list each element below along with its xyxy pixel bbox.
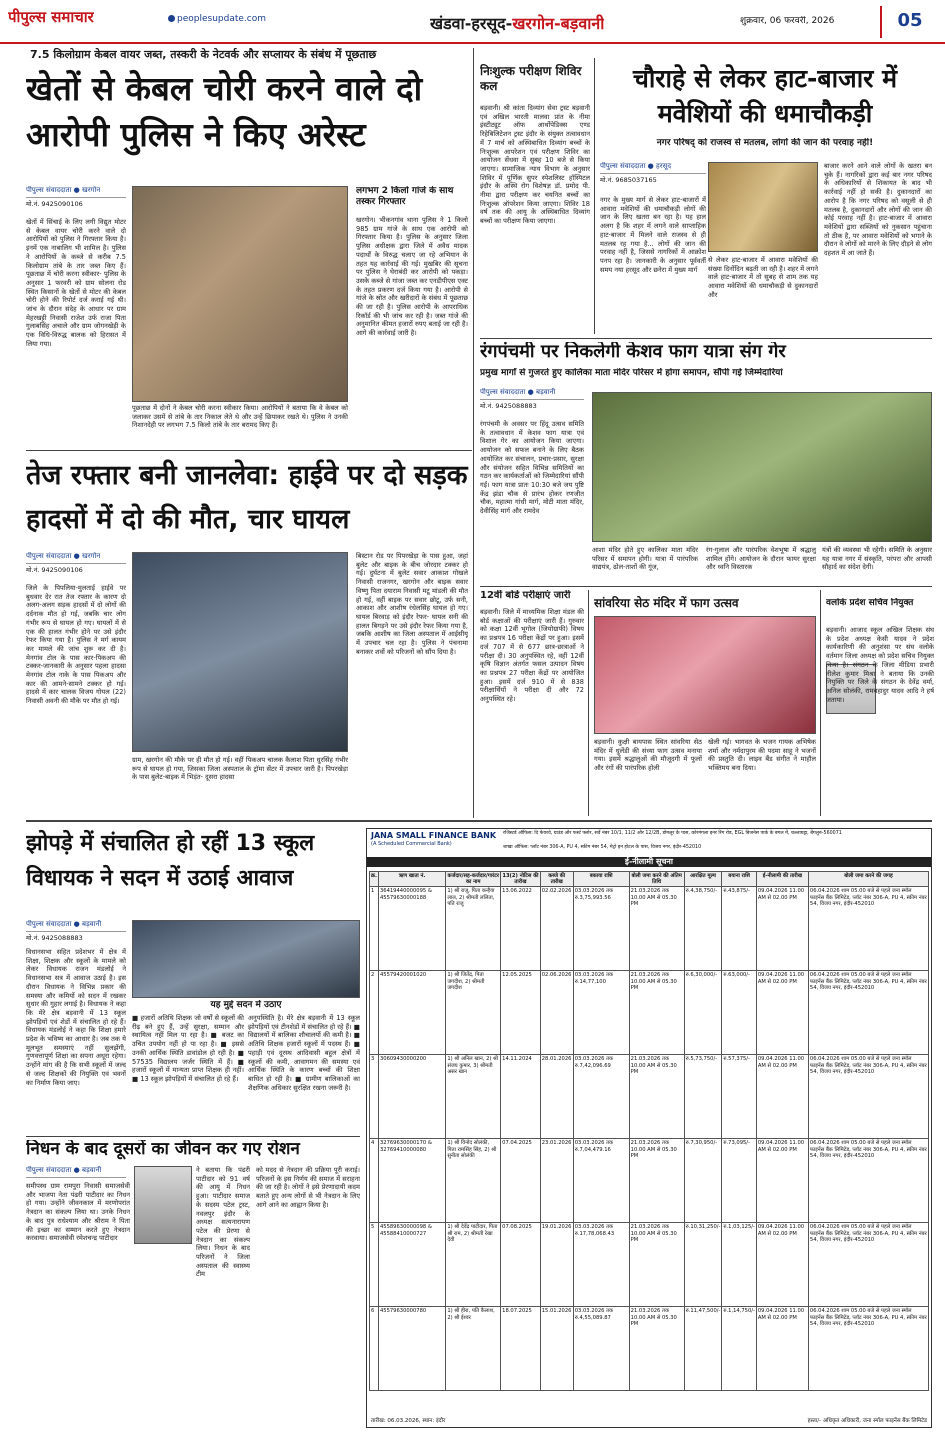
story10-byline-box <box>26 1166 126 1178</box>
story2-col2: बिस्टान रोड पर पिपरखेड़ा के पास हुआ, जहां बुलेट और बाइक के बीच जोरदार टक्कर हो गई। दुर्घटना में बुलेट सवार आकाश गोखले निवासी राजनगर, खरगोन और बाइक सवार विष्णु पिता दयाराम निवासी मटू मांडली की मौत हो गई, वहीं बाइक पर सवार छोटू, उर्फ सनी, आकाश और आशीष रंधेलसिंह घायल हो गए। घायल बिरवाड़ को इंदौर रेफर- घायल सनी की हालत बिगड़ने पर उसे इंदौर रेफर किया गया है, जबकि आशीष का जिला अस्पताल में आईसीयू में उपचार चल रहा है। पुलिस ने पंचनामा बनाकर शवों को परिजनों को सौंप दिया है। <box>356 552 468 656</box>
story5-headline: रंगपंचमी पर निकलेगी केशव फाग यात्रा संग गेर <box>480 342 786 362</box>
issue-date: शुक्रवार, 06 फरवरी, 2026 <box>740 16 835 26</box>
table-cell: 1) श्री हीरा, पति कैलाश, 2) श्री ईश्वर <box>446 1307 501 1391</box>
table-cell: 45579630000780 <box>378 1307 445 1391</box>
story8-headline: वलोके प्रदेश सचिव नियुक्त <box>826 598 914 608</box>
table-cell: 36419440000095 & 45579630000188 <box>378 887 445 971</box>
story5-mobile: मो.नं. 9425088883 <box>480 401 537 410</box>
table-cell: 09.04.2026 11.00 AM से 02.00 PM <box>756 971 808 1055</box>
story4-col2: से लेकर हाट-बाजार में आवारा मवेशियों की संख्या दिनोंदिन बढ़ती जा रही है। शहर में लगने वाले हाट-बाजार में तो सुबह से शाम तक यह आवारा मवेशियों की धमाचौकड़ी से दुकानदारों और <box>708 256 818 299</box>
table-cell: 15.01.2026 <box>540 1307 573 1391</box>
table-cell: 1) श्री अनिल खान, 2) श्री संजय कुमार, 3) श्रीमती असर खान <box>446 1055 501 1139</box>
masthead <box>0 0 945 44</box>
story3-body: बड़वानी। श्री कांता दिव्यांग सेवा ट्रस्ट बड़वानी एवं अखिल भारती मालवा प्रांत के नीमा इंस्टीट्यूट ऑफ आर्थोपेडिक्स एण्ड रिहेबिलिटेशन ट्रस्ट इंदौर के संयुक्त तत्वावधान में 7 मार्च को अस्थिबाधित दिव्यांग बच्चों के निःशुल्क आपरेशन एवं परीक्षण शिविर का आयोजन सेंधवा में सुबह 10 बजे से किया जाएगा। सामाजिक न्याय विभाग के अनुसार शिविर में पूर्णिक सुपर स्पेशलिस्ट हॉस्पिटल इंदौर के अस्थि रोग विशेषज्ञ डॉ. प्रमोद पी. नीमा द्वारा परीक्षण कर चयनित बच्चों का निःशुल्क ऑपरेशन किया जाएगा। शिविर 18 वर्ष तक की आयु के अस्थिबाधित दिव्यांग बच्चों का परीक्षण किया जाएगा। <box>480 104 590 226</box>
table-column-header: क्र. <box>370 872 379 887</box>
table-cell: 21.03.2026 तक 10.00 AM से 05.30 PM <box>629 1055 684 1139</box>
table-cell: 21.03.2026 तक 10.00 AM से 05.30 PM <box>629 1223 684 1307</box>
story5-caption1: आशा मंदिर होते हुए कालिका माता मंदिर परिसर में समापन होगी। यात्रा में पारंपरिक वाद्ययंत्र, ढोल-ताशों की गूंज, <box>592 546 698 572</box>
table-cell: रु.11,47,500/- <box>684 1307 722 1391</box>
table-column-header: ऋण खाता नं. <box>378 872 445 887</box>
table-cell: रु.10,31,250/- <box>684 1223 722 1307</box>
story5-caption3: यंत्रों की व्यवस्था भी रहेगी। समिति के अनुसार यह यात्रा नगर में संस्कृति, परंपरा और आपसी सौहार्द का संदेश देगी। <box>822 546 932 572</box>
bank-address: रजिस्टर्ड ऑफिस: दि फेयरवे, ग्राउंड और फर्स्ट फ्लोर, सर्वे नंबर 10/1, 11/2 और 12/2B, डोमलूर के पास, कोरमंगला इनर रिंग रोड, EGL बिजनेस पार्क के बगल में, चल्लाघट्टा, बेंगलुरु-560071 <box>503 831 842 836</box>
story7-headline: सांवरिया सेठ मंदिर में फाग उत्सव <box>594 596 739 610</box>
story5-byline: पीपुल्स संवाददाता ● बड़वानी <box>480 388 584 400</box>
story2-body: जिले के पिपलिया-मुलताई हाईवे पर बुधवार देर रात तेज रफ्तार के कारण दो अलग-अलग सड़क हादसों में दो लोगों की दर्दनाक मौत हो गई, जबकि चार लोग गंभीर रूप से घायल हो गए। घायलों में से एक की हालत गंभीर होने पर उसे इंदौर रेफर किया गया है। पुलिस ने मर्ग कायम कर मामले की जांच शुरू कर दी है। मेनगांव टोल के पास कार-पिकअप की टक्कर-जानकारी के अनुसार पहला हादसा मेनगांव टोल नाके के पास पिकअप और कार की आमने-सामने टक्कर हो गई। हादसे में कार चालक विजय गोयल (22) निवासी अवनी की मौके पर मौत हो गई। <box>26 584 126 706</box>
table-column-header: कर्जदार/सह-कर्जदार/गारंटर का नाम <box>447 873 499 886</box>
table-cell: 45579420001020 <box>378 971 445 1055</box>
table-column-header: आरक्षित मूल्य <box>684 872 722 887</box>
page-number: 05 <box>880 6 938 38</box>
table-cell: रु.4,38,750/- <box>684 887 722 971</box>
table-row <box>370 1055 929 1139</box>
story9-body: विधानसभा सहित प्रदेशभर में क्षेत्र में शिक्षा, शिक्षक और स्कूलों के मामले को लेकर विधायक राजन मंडलोई ने विधानसभा सत्र में आवाज उठाई है। इस दौरान विधायक ने विभिन्न प्रकार की समस्या और कमियों को सदन में रखकर सुधार की गुहार लगाई है। विधायक ने कहा कि मेरे क्षेत्र बड़वानी में 13 स्कूल झोपड़ियों एवं शेडों में संचालित हो रहे हैं। विधायक मंडलोई ने कहा कि शिक्षा हमारे प्रदेश के भविष्य का आधार है। जब तक ये मूलभूत समस्याएं नहीं सुलझेंगी, गुणवत्तापूर्ण शिक्षा का सपना अधूरा रहेगा। उन्होंने मांग की है कि सभी स्कूलों में जल्द से जल्द शिक्षकों की नियुक्ति एवं भवनों का निर्माण किया जाए। <box>26 948 126 1087</box>
story7-body: बड़वानी। कुक्षी बायपास स्थित सांवरिया सेठ मंदिर में धुलेंडी की संध्या फाग उत्सव मनाया गया। इसमें श्रद्धालुओं की मौजूदगी में फूलों और रंगों की पारंपरिक होली <box>594 738 702 773</box>
table-cell: 09.04.2026 11.00 AM से 02.00 PM <box>756 1223 808 1307</box>
section-title-b: खरगोन-बड़वानी <box>512 14 605 33</box>
story2-byline: पीपुल्स संवाददाता ● खरगोन <box>26 552 126 564</box>
story10-byline: पीपुल्स संवाददाता ● बड़वानी <box>26 1166 126 1178</box>
table-cell: रु.63,000/- <box>722 971 756 1055</box>
table-cell: 21.03.2026 तक 10.00 AM से 05.30 PM <box>629 971 684 1055</box>
divider <box>26 820 932 822</box>
ad-footer-right: हस्ता/- अधिकृत अधिकारी, जना स्मॉल फाइनेंस बैंक लिमिटेड <box>807 1418 927 1425</box>
table-cell: 14.11.2024 <box>501 1055 541 1139</box>
table-cell: 1 <box>370 887 379 971</box>
table-column-header: बोली जमा करने की जगह <box>808 872 928 887</box>
story7-photo <box>594 616 816 734</box>
divider <box>473 48 474 818</box>
story1-byline: पीपुल्स संवाददाता ● खरगोन <box>26 186 126 198</box>
table-cell: 21.03.2026 तक 10.00 AM से 05.30 PM <box>629 887 684 971</box>
story5-body: रंगपंचमी के अवसर पर हिंदू उत्सव समिति के तत्वावधान में केशव फाग यात्रा एवं विशाल गेर का आयोजन किया जाएगा। आयोजन को सफल बनाने के लिए बैठक आयोजित कर संचालन, प्रचार-प्रसार, सुरक्षा और संयोजन सहित विभिन्न समितियों का गठन कर कार्यकर्ताओं को जिम्मेदारियां सौंपी गईं। फाग यात्रा प्रातः 10:30 बजे जय पुष्टि केंद्र झंडा चौक से प्रारंभ होकर रणजीत चौक, महात्मा गांधी मार्ग, मोटी माता मंदिर, देवीसिंह मार्ग और रामदेव <box>480 420 584 516</box>
table-cell: 09.04.2026 11.00 AM से 02.00 PM <box>756 1055 808 1139</box>
bank-sub: (A Scheduled Commercial Bank) <box>371 841 452 847</box>
story6-headline: 12वीं बोर्ड परीक्षाएं जारी <box>480 590 571 601</box>
table-cell: 02.02.2026 <box>540 887 573 971</box>
table-column-header: बकाया राशि <box>573 872 629 887</box>
table-cell: 32769630000170 & 32769410000080 <box>378 1139 445 1223</box>
table-cell: 03.03.2026 तक रु.14,77,100 <box>573 971 629 1055</box>
story1-mobile: मो.नं. 9425090106 <box>26 199 83 208</box>
table-cell: रु.43,875/- <box>722 887 756 971</box>
table-column-header: बयाना राशि <box>722 872 756 887</box>
divider <box>588 590 589 816</box>
table-cell: 03.03.2026 तक रु.7,04,479.16 <box>573 1139 629 1223</box>
table-cell: 06.04.2026 शाम 05.00 बजे से पहले जना स्मॉल फाइनेंस बैंक लिमिटेड, प्लॉट नंबर 306-A, PU 4, स्कीम नंबर 54, विजय नगर, इंदौर-452010 <box>808 1223 928 1307</box>
table-cell: 13.06.2022 <box>501 887 541 971</box>
site-url[interactable] <box>168 14 266 25</box>
story4-byline: पीपुल्स संवाददाता ● हरसूद <box>600 162 706 174</box>
story4-byline-box <box>600 162 706 184</box>
bank-name: JANA SMALL FINANCE BANK <box>371 831 497 840</box>
table-row <box>370 971 929 1055</box>
bank-logo <box>371 831 499 847</box>
table-cell: 02.06.2026 <box>540 971 573 1055</box>
story5-caption2: रंग-गुलाल और पारंपरिक वेशभूषा में श्रद्धालु शामिल होंगे। आयोजन के दौरान फायर सुरक्षा और ध्वनि विस्तारक <box>706 546 816 572</box>
table-cell: रु.6,30,000/- <box>684 971 722 1055</box>
story10-portrait <box>134 1166 192 1244</box>
divider <box>480 338 932 339</box>
divider <box>594 58 595 334</box>
table-cell: 09.04.2026 11.00 AM से 02.00 PM <box>756 1307 808 1391</box>
table-cell: 45589630000098 & 45588410000727 <box>378 1223 445 1307</box>
story1-photo <box>132 186 348 402</box>
divider <box>26 1136 360 1137</box>
table-cell: रु.57,375/- <box>722 1055 756 1139</box>
table-cell: 4 <box>370 1139 379 1223</box>
story1-body: खेतों में सिंचाई के लिए लगी विद्युत मोटर से केबल वायर चोरी करने वाले दो आरोपियों को पुलिस ने गिरफ्तार किया है। इनमें एक नाबालिग भी शामिल है। पुलिस ने आरोपियों के कब्जे से करीब 7.5 किलोग्राम तांबे के तार जब्त किए हैं। पूछताछ में चोरी करना स्वीकार- पुलिस के अनुसार 1 फरवरी को ग्राम सोलना रोड स्थित किसानों के खेतों से मोटर की केबल चोरी होने की रिपोर्ट दर्ज कराई गई थी। जांच के दौरान संदेह के आधार पर ग्राम मेहरखट्टी निवासी राजेश उर्फ राजा पिता गुलाबसिंह अचाले और ग्राम जोगनखेड़ी के एक विधि-विरुद्ध बालक को हिरासत में लिया गया। <box>26 218 126 348</box>
table-cell: रु.73,095/- <box>722 1139 756 1223</box>
divider <box>480 586 932 587</box>
table-cell: 07.04.2025 <box>501 1139 541 1223</box>
table-row <box>370 1139 929 1223</box>
story10-col2: ने बताया कि पंढरी पाटीदार को 91 वर्ष की आयु में निधन हुआ। पाटीदार समाज के सदस्य पटेल ट्रस्ट, नवलपुर इंदौर के अध्यक्ष सत्यनारायण पटेल की प्रेरणा से नेत्रदान का संकल्प लिया। निधन के बाद परिजनों ने जिला अस्पताल की स्वास्थ्य टीम <box>196 1166 250 1279</box>
divider <box>26 450 472 451</box>
story1-side-headline: लगभग 2 किलो गांजे के साथ तस्कर गिरफ्तार <box>356 186 454 208</box>
story9-mobile: मो.नं. 9425088883 <box>26 933 83 942</box>
story1-headline: खेतों से केबल चोरी करने वाले दो आरोपी पुलिस ने किए अरेस्ट <box>26 69 423 154</box>
story2-caption: ग्राम, खरगोन की मौके पर ही मौत हो गई। वहीं पिकअप चालक कैलाश पिता धुरसिंह गंभीर रूप से घायल हो गया, जिसका जिला अस्पताल के ट्रॉमा सेंटर में उपचार जारी है। पिपरखेड़ा के पास बुलेट-बाइक में भिड़ंत- दूसरा हादसा <box>132 756 348 782</box>
table-cell: 21.03.2026 तक 10.00 AM से 05.30 PM <box>629 1307 684 1391</box>
auction-table <box>369 871 929 1391</box>
story8-body: बड़वानी। आजाद स्कूल अखिल शिक्षक संघ के प्रदेश अध्यक्ष केसी यादव ने प्रदेश कार्यकारिणी की अनुशंसा पर संघ वलोके वर्तमान जिला अध्यक्ष को प्रदेश सचिव नियुक्त किया है। संगठन के जिला मीडिया प्रभारी नीलेश कुमार मिश्रा ने बताया कि उनकी नियुक्ति पर जिले के संगठन के देवेंद्र वर्मा, अनिल सोलंकी, रामबहादुर यादव आदि ने हर्ष जताया। <box>826 626 934 704</box>
table-cell: 09.04.2026 11.00 AM से 02.00 PM <box>756 887 808 971</box>
story9-photo-caption: यह मुद्दे सदन में उठाए <box>210 1000 282 1010</box>
story3-headline: निःशुल्क परीक्षण शिविर कल <box>480 64 582 93</box>
table-cell: 06.04.2026 शाम 05.00 बजे से पहले जना स्मॉल फाइनेंस बैंक लिमिटेड, प्लॉट नंबर 306-A, PU 4, स्कीम नंबर 54, विजय नगर, इंदौर-452010 <box>808 887 928 971</box>
story7-col2: खेली गई। भागवत के भजन गायक अभिषेक शर्मा और नर्मदापुरम की पदमा साहू ने भजनों की प्रस्तुति दी। लाइव बैंड संगीत ने माहौल भक्तिमय बना दिया। <box>708 738 816 773</box>
auction-table-wrap <box>369 871 929 1391</box>
story10-headline: निधन के बाद दूसरों का जीवन कर गए रोशन <box>26 1140 300 1159</box>
story5-byline-box <box>480 388 584 410</box>
table-cell: 09.04.2026 11.00 AM से 02.00 PM <box>756 1139 808 1223</box>
table-cell: रु.1,03,125/- <box>722 1223 756 1307</box>
story4-photo <box>708 162 818 252</box>
site-url-text: peoplesupdate.com <box>177 14 266 24</box>
table-cell: रु.5,73,750/- <box>684 1055 722 1139</box>
story5-photo <box>592 392 932 542</box>
bank-auction-ad <box>366 828 932 1428</box>
section-title <box>430 14 604 34</box>
bank-branch: शाखा ऑफिस: प्लॉट नंबर 306-A, PU 4, स्कीम नंबर 54, मेट्रो इन होटल के पास, विजय नगर, इंदौर-452010 <box>503 845 702 850</box>
table-cell: रु.7,30,950/- <box>684 1139 722 1223</box>
story2-photo <box>132 552 348 752</box>
table-cell: 19.01.2026 <box>540 1223 573 1307</box>
globe-icon <box>168 15 175 22</box>
story9-byline-box <box>26 920 126 942</box>
table-column-header: बोली जमा करने की अंतिम तिथि <box>629 872 684 887</box>
section-title-a: खंडवा-हरसूद- <box>430 14 513 33</box>
table-cell: 28.01.2026 <box>540 1055 573 1139</box>
table-cell: 2 <box>370 971 379 1055</box>
story9-points2: अनुपस्थिति है। मेरे क्षेत्र बड़वानी में 13 स्कूल झोपड़ियों एवं टीनशेडों में संचालित हो रहे हैं। ■ विद्यालयों में बालिका शौचालयों की कमी है। ■ अतिथि शिक्षक हजारों स्कूलों में पदस्थ हैं। ■ पहाड़ी एवं दूरस्थ आदिवासी बहुल क्षेत्रों में स्कूलों की कमी, आवागमन की समस्या एवं आर्थिक स्थिति के कारण बच्चों की शिक्षा बाधित हो रही है। ■ ग्रामीण बालिकाओं का शैक्षणिक अधिकार सुरक्षित रखना जरूरी है। <box>248 1014 360 1092</box>
ad-title: ई-नीलामी सूचना <box>367 857 931 867</box>
table-cell: 18.07.2025 <box>501 1307 541 1391</box>
story9-photo <box>132 920 360 998</box>
story2-mobile: मो.नं. 9425090106 <box>26 565 83 574</box>
table-cell: 21.03.2026 तक 10.00 AM से 05.30 PM <box>629 1139 684 1223</box>
table-cell: 3 <box>370 1055 379 1139</box>
table-column-header: 13(2) नोटिस की तारीख <box>502 873 539 886</box>
story10-body: समीपस्थ ग्राम रामपुरा निवासी समाजसेवी और भाजपा नेता पंढरी पाटीदार का निधन हो गया। उन्होंने जीवनकाल में मरणोपरांत नेत्रदान का संकल्प लिया था। उनके निधन के बाद पुत्र राधेश्याम और श्रीराम ने पिता की इच्छा का सम्मान करते हुए नेत्रदान करवाया। समाजसेवी रमेशचन्द्र पाटीदार <box>26 1182 130 1243</box>
newspaper-logo: पीपुल्स समाचार <box>8 8 94 26</box>
table-cell: 1) श्री विनोद सोलंकी, पिता रामसिंह सिंह, 2) श्री सुनीता सोलंकी <box>446 1139 501 1223</box>
table-cell: 30609430000200 <box>378 1055 445 1139</box>
story5-sub: प्रमुख मार्गों से गुजरते हुए कालिका माता मंदिर परिसर में होगा समापन, सौंपी गई जिम्मेदारियां <box>480 368 783 378</box>
table-row <box>370 1307 929 1391</box>
story4-headline: चौराहे से लेकर हाट-बाजार में मवेशियों की धमाचौकड़ी <box>632 64 898 128</box>
ad-footer-left: तारीख: 06.03.2026, स्थान: इंदौर <box>371 1418 446 1425</box>
table-cell: 1) श्री देवेंद्र पाटीदार, पिता श्री राम, 2) श्रीमती रेखा देवी <box>446 1223 501 1307</box>
story9-points: ■ हजारों अतिथि शिक्षक जो वर्षों से स्कूलों की रीढ़ बने हुए हैं, उन्हें सुरक्षा, सम्मान और स्थायित्व नहीं मिल पा रहा है। ■ बजट का उचित उपयोग नहीं हो पा रहा है। ■ इससे उनकी आर्थिक स्थिति डावांडोल हो रही है। ■ 57535 विद्यालय जर्जर स्थिति में हैं। ■ हजारों स्कूलों में मान्यता प्राप्त शिक्षक ही नहीं। ■ 13 स्कूल झोपड़ियों में संचालित हो रहे हैं। <box>132 1014 244 1083</box>
story9-headline: झोपड़े में संचालित हो रहीं 13 स्कूल विधायक ने सदन में उठाई आवाज <box>26 831 315 892</box>
divider <box>820 590 821 816</box>
table-cell: 03.03.2026 तक रु.4,55,089.87 <box>573 1307 629 1391</box>
story4-mobile: मो.नं. 9685037165 <box>600 175 657 184</box>
table-cell: 06.04.2026 शाम 05.00 बजे से पहले जना स्मॉल फाइनेंस बैंक लिमिटेड, प्लॉट नंबर 306-A, PU 4, स्कीम नंबर 54, विजय नगर, इंदौर-452010 <box>808 971 928 1055</box>
table-cell: 5 <box>370 1223 379 1307</box>
story4-body: नगर के मुख्य मार्ग से लेकर हाट-बाजारों में आवारा मवेशियों की धमाचौकड़ी लोगों की जान के लिए खतरा बन रहा है। यह हाल अलग है कि शहर में लगने वाले साप्ताहिक हाट-बाजार में मिलने वाले राजस्व से ही मतलब रह गया है... लोगों की जान की परवाह नहीं है, जिससे नागरिकों में आक्रोश पनप रहा है। जानकारी के अनुसार पूर्ववर्ती समय नया हरसूद और छनेरा में मुख्य मार्ग <box>600 196 706 274</box>
table-cell: 1) श्री जितेंद्र, पिता जगदीश, 2) श्रीमती जगदीश <box>446 971 501 1055</box>
story4-col3: बाजार करने आने वाले लोगों के खतरा बन चुके हैं। नागरिकों द्वारा कई बार नगर परिषद के अधिकारियों से शिकायत के बाद भी कार्रवाई नहीं हो सकी है। दुकानदारों का आरोप है कि नगर परिषद को वसूली से ही मतलब है, दुकानदारों और लोगों की जान की कोई परवाह नहीं है। हाट-बाजार में आवारा मवेशियों द्वारा सब्जियों को नुकसान पहुंचाना तो ठीक है, पर आवारा मवेशियों को भगाने के दौरान वे लोगों को मारने के लिए दौड़ने से लोग दहशत में आ जाते हैं। <box>824 162 932 258</box>
table-body <box>370 887 929 1391</box>
table-cell: 1) श्री राजू, पिता कन्हैया लाल, 2) श्रीमती ललिता, पति राजू <box>446 887 501 971</box>
table-cell: 12.05.2025 <box>501 971 541 1055</box>
story1-kicker: 7.5 किलोग्राम केबल वायर जब्त, तस्करी के नेटवर्क और सप्लायर के संबंध में पूछताछ <box>30 48 377 61</box>
table-cell: 06.04.2026 शाम 05.00 बजे से पहले जना स्मॉल फाइनेंस बैंक लिमिटेड, प्लॉट नंबर 306-A, PU 4, स्कीम नंबर 54, विजय नगर, इंदौर-452010 <box>808 1307 928 1391</box>
story4-sub: नगर परिषद् को राजस्व से मतलब, लोगों की जान की परवाह नहीं! <box>656 138 874 148</box>
story2-byline-box <box>26 552 126 574</box>
table-row <box>370 1223 929 1307</box>
table-row <box>370 887 929 971</box>
story1-byline-box <box>26 186 126 208</box>
story2-headline: तेज रफ्तार बनी जानलेवा: हाईवे पर दो सड़क हादसों में दो की मौत, चार घायल <box>26 460 468 535</box>
story9-byline: पीपुल्स संवाददाता ● बड़वानी <box>26 920 126 932</box>
story6-body: बड़वानी। जिले में माध्यमिक शिक्षा मंडल की बोर्ड कक्षाओं की परीक्षाएं जारी हैं। गुरुवार को कक्षा 12वीं भूगोल (जियोग्राफी) विषय का प्रश्नपत्र 16 परीक्षा केंद्रों पर हुआ। इसमें दर्ज 707 में से 677 छात्र-छात्राओं ने परीक्षा दी। 30 अनुपस्थित रहे, वहीं 12वीं कृषि विज्ञान अंतर्गत फसल उत्पादन विषय का प्रश्नपत्र 27 परीक्षा केंद्रों पर आयोजित हुआ। इसमें दर्ज 910 में से 838 परीक्षार्थियों ने परीक्षा दी और 72 अनुपस्थित रहे। <box>480 608 584 704</box>
table-cell: 03.03.2026 तक रु.7,42,096.69 <box>573 1055 629 1139</box>
table-cell: 03.03.2026 तक रु.3,75,993.56 <box>573 887 629 971</box>
table-cell: 07.08.2025 <box>501 1223 541 1307</box>
story1-side-body: खरगोन। भीकनगांव थाना पुलिस ने 1 किलो 985 ग्राम गांजे के साथ एक आरोपी को गिरफ्तार किया है। पुलिस के अनुसार जिला पुलिस अधीक्षक द्वारा जिले में अवैध मादक पदार्थों के विरुद्ध चलाए जा रहे अभियान के तहत यह कार्रवाई की गई। मुखबिर की सूचना पर पुलिस ने घेराबंदी कर आरोपी को पकड़ा। उसके कब्जे से गांजा जब्त कर एनडीपीएस एक्ट के तहत प्रकरण दर्ज किया गया है। आरोपी से गांजे के स्रोत और खरीदारों के संबंध में पूछताछ की जा रही है। पुलिस आरोपी के आपराधिक रिकॉर्ड की भी जांच कर रही है। जब्त गांजे की अनुमानित कीमत हजारों रुपए बताई जा रही है। आगे की कार्रवाई जारी है। <box>356 216 468 338</box>
table-cell: 6 <box>370 1307 379 1391</box>
story1-caption: पूछताछ में दोनों ने केबल चोरी करना स्वीकार किया। आरोपियों ने बताया कि वे केबल को जलाकर उसमें से तांबे के तार निकाल लेते थे और उन्हें छिपाकर रखते थे। पुलिस ने उनकी निशानदेही पर लगभग 7.5 किलो तांबे के तार बरामद किए हैं। <box>132 404 348 430</box>
table-cell: 03.03.2026 तक रु.17,78,068.43 <box>573 1223 629 1307</box>
table-cell: रु.1,14,750/- <box>722 1307 756 1391</box>
story10-col3: को मदद से नेत्रदान की प्रक्रिया पूरी कराई। परिजनों के इस निर्णय की समाज में सराहना की जा रही है। लोगों ने इसे प्रेरणादायी कदम बताते हुए अन्य लोगों से भी नेत्रदान के लिए आगे आने का आह्वान किया है। <box>256 1166 360 1209</box>
table-header <box>370 872 929 887</box>
table-column-header: कब्जे की तारीख <box>540 872 573 887</box>
table-column-header: ई-नीलामी की तारीख <box>756 872 808 887</box>
table-cell: 23.01.2026 <box>540 1139 573 1223</box>
table-cell: 06.04.2026 शाम 05.00 बजे से पहले जना स्मॉल फाइनेंस बैंक लिमिटेड, प्लॉट नंबर 306-A, PU 4, स्कीम नंबर 54, विजय नगर, इंदौर-452010 <box>808 1055 928 1139</box>
table-cell: 06.04.2026 शाम 05.00 बजे से पहले जना स्मॉल फाइनेंस बैंक लिमिटेड, प्लॉट नंबर 306-A, PU 4, स्कीम नंबर 54, विजय नगर, इंदौर-452010 <box>808 1139 928 1223</box>
